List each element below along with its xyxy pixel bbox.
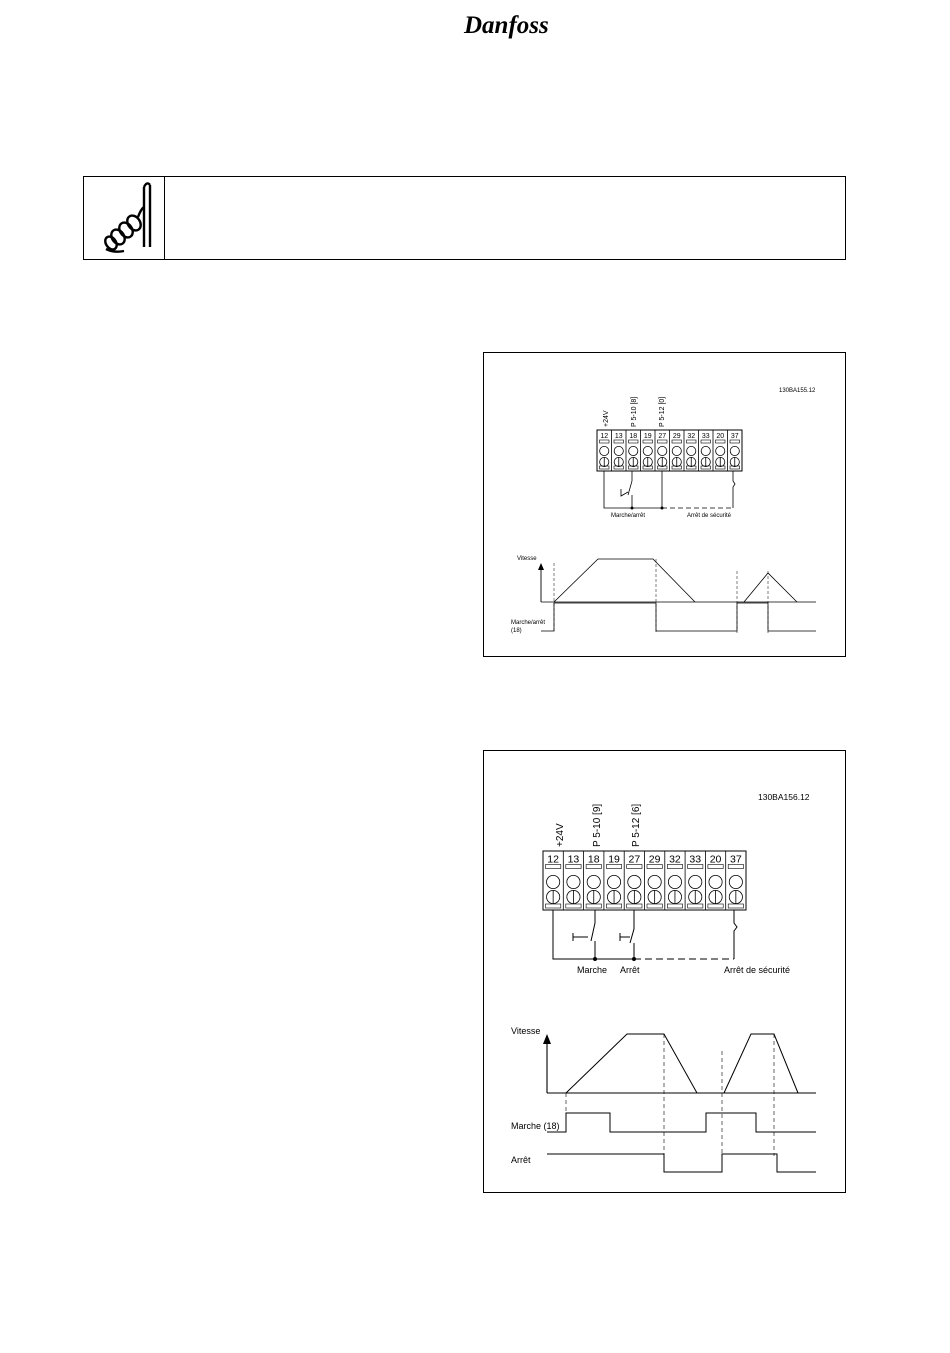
diagram1-speed-label: Vitesse [517, 556, 537, 562]
diagram2-terminal-27: 27 [628, 853, 641, 866]
diagram1-terminal-screw-20 [716, 446, 725, 455]
diagram1-label-marche-arret: Marche/arrêt [611, 513, 646, 519]
diagram2-signal-trace-stop [547, 1154, 816, 1172]
diagram1-terminal-13: 13 [614, 433, 623, 440]
diagram1-terminal-screw-33 [701, 446, 710, 455]
diagram1-terminal-slot-29 [672, 440, 682, 443]
note-divider [164, 177, 165, 259]
diagram1-terminal-slot-19 [643, 440, 653, 443]
diagram1-terminal-33: 33 [701, 433, 710, 440]
diagram2-terminal-block [543, 851, 746, 910]
diagram2-signal-label-stop: Arrêt [511, 1155, 531, 1165]
diagram2-terminal-37: 37 [730, 853, 742, 866]
diagram2-terminal-13: 13 [567, 853, 580, 866]
diagram1-terminal-18: 18 [629, 433, 638, 440]
diagram1-terminal-slot-20 [716, 440, 726, 443]
diagram1-terminal-slot-33 [701, 440, 711, 443]
diagram1-label-24v: +24V [603, 410, 610, 427]
diagram2-label-p510: P 5-10 [9] [592, 803, 603, 847]
diagram1-signal-label-2: (18) [511, 628, 522, 634]
diagram1-terminal-29: 29 [672, 433, 681, 440]
diagram2-signal-label-start: Marche (18) [511, 1121, 560, 1131]
diagram1-label-p512: P 5-12 [0] [659, 396, 666, 427]
diagram2-label-p512: P 5-12 [6] [631, 803, 642, 847]
diagram2-terminal-32: 32 [669, 853, 681, 866]
diagram2-label-24v: +24V [555, 823, 566, 847]
diagram1-terminal-27: 27 [658, 433, 667, 440]
diagram1-wiring [604, 471, 735, 508]
diagram2-terminal-20: 20 [709, 853, 722, 866]
diagram1-label-safe-stop: Arrêt de sécurité [687, 513, 732, 519]
diagram2-terminal-screw-27 [628, 875, 641, 888]
diagram1-speed-curve [554, 559, 797, 602]
diagram2-label-start: Marche [577, 965, 608, 975]
diagram2-label-safe-stop: Arrêt de sécurité [724, 965, 791, 975]
diagram1-terminal-screw-37 [730, 446, 739, 455]
diagram1-terminal-screw-12 [600, 446, 609, 455]
diagram2-speed-label: Vitesse [511, 1026, 541, 1036]
diagram2-terminal-screw-13 [567, 875, 580, 888]
wiring-diagram-start-stop-pulse [483, 750, 846, 1193]
diagram1-terminal-37: 37 [730, 433, 739, 440]
diagram1-terminal-12: 12 [600, 433, 609, 440]
diagram2-terminal-33: 33 [689, 853, 702, 866]
diagram2-terminal-screw-29 [648, 875, 661, 888]
diagram2-terminal-screw-20 [709, 875, 722, 888]
diagram2-terminal-screw-19 [607, 875, 620, 888]
diagram2-terminal-19: 19 [608, 853, 620, 866]
diagram2-terminal-screw-37 [729, 875, 742, 888]
diagram1-terminal-screw-29 [672, 446, 681, 455]
brand-logo-text: Danfoss [464, 12, 549, 39]
diagram1-signal-trace [541, 603, 816, 631]
diagram2-signal-trace-start [547, 1113, 816, 1132]
diagram1-terminal-19: 19 [643, 433, 652, 440]
diagram1-terminal-slot-18 [629, 440, 639, 443]
danfoss-logo [462, 6, 558, 46]
diagram2-wiring [553, 910, 737, 959]
diagram1-terminal-screw-18 [629, 446, 638, 455]
diagram1-terminal-screw-13 [614, 446, 623, 455]
diagram1-terminal-block [597, 430, 742, 471]
diagram2-terminal-screw-18 [587, 875, 600, 888]
diagram1-terminal-screw-32 [687, 446, 696, 455]
diagram1-terminal-screw-19 [643, 446, 652, 455]
diagram1-terminal-screw-27 [658, 446, 667, 455]
diagram2-terminal-29: 29 [648, 853, 661, 866]
diagram2-label-stop: Arrêt [620, 965, 640, 975]
diagram1-label-p510: P 5-10 [8] [631, 396, 638, 427]
diagram2-ref-code: 130BA156.12 [758, 792, 810, 802]
diagram1-terminal-slot-13 [614, 440, 624, 443]
diagram1-terminal-slot-32 [687, 440, 697, 443]
diagram2-terminal-screw-32 [668, 875, 681, 888]
note-box [83, 176, 846, 260]
diagram1-terminal-slot-27 [658, 440, 668, 443]
diagram1-terminal-slot-37 [730, 440, 740, 443]
diagram1-terminal-32: 32 [687, 433, 696, 440]
diagram2-terminal-screw-33 [689, 875, 702, 888]
diagram2-terminal-screw-12 [547, 875, 560, 888]
diagram1-terminal-slot-12 [600, 440, 610, 443]
diagram2-terminal-12: 12 [547, 853, 559, 866]
wiring-diagram-start-stop [483, 352, 846, 657]
diagram2-terminal-18: 18 [587, 853, 600, 866]
diagram1-signal-label-1: Marche/arrêt [511, 620, 546, 626]
note-hand-icon [84, 177, 164, 259]
diagram2-speed-curve [566, 1034, 798, 1093]
diagram1-terminal-20: 20 [716, 433, 725, 440]
diagram1-ref-code: 130BA155.12 [779, 388, 816, 394]
